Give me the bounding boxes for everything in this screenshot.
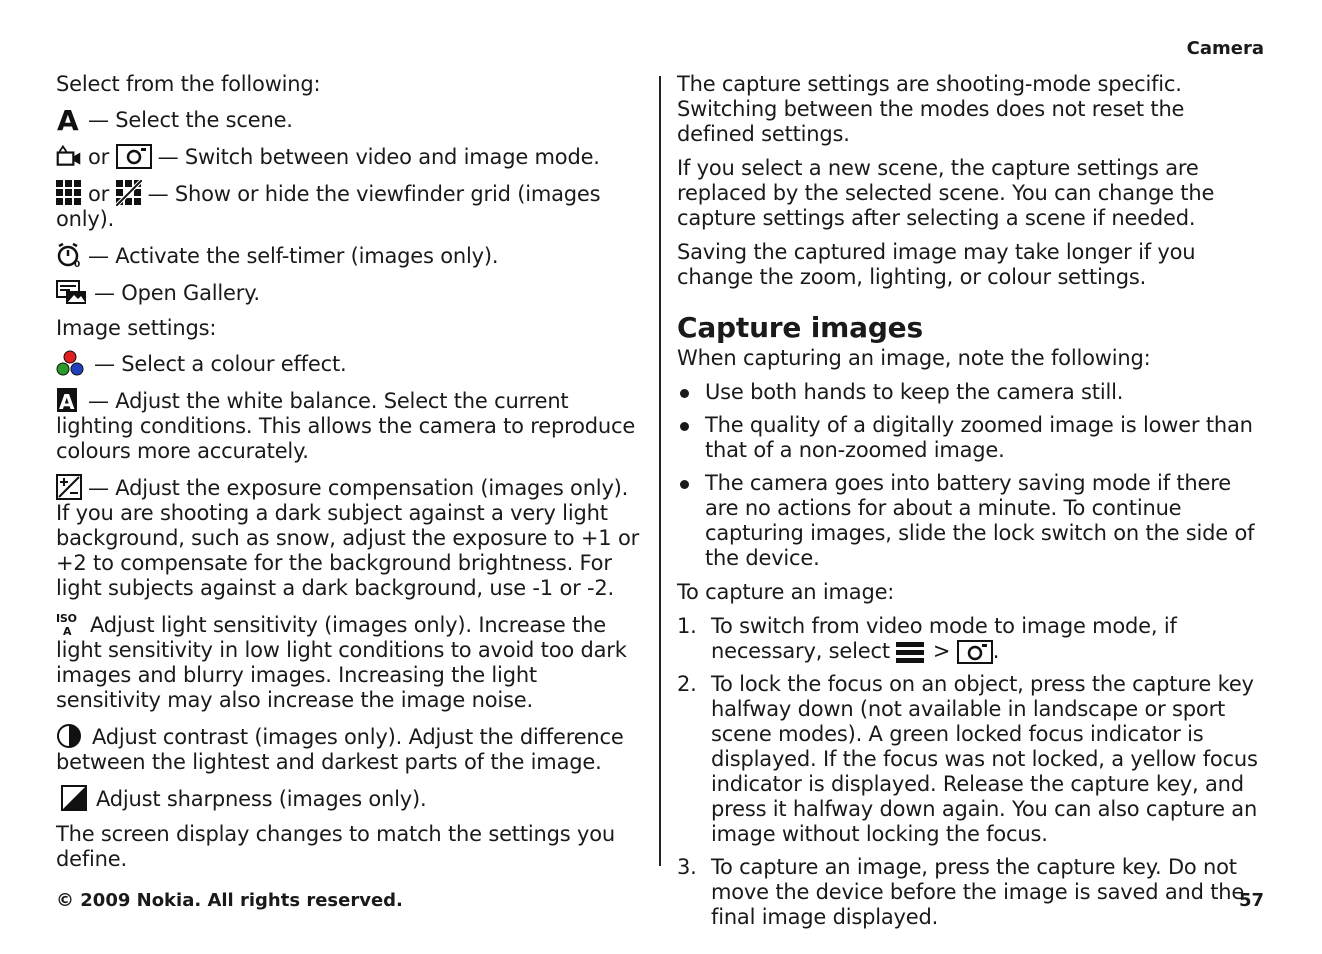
list-item: The quality of a digitally zoomed image is lower than that of a non-zoomed image. bbox=[677, 413, 1267, 463]
exposure-icon bbox=[56, 474, 82, 500]
item-text: Adjust sharpness (images only). bbox=[96, 787, 427, 811]
step-end: . bbox=[992, 639, 1000, 663]
sharpness-icon bbox=[56, 785, 90, 811]
step-text: To switch from video mode to image mode, if necessary, select bbox=[711, 614, 1177, 663]
intro-text: Select from the following: bbox=[56, 72, 321, 96]
iso-label-bottom: A bbox=[63, 625, 72, 637]
svg-text:0: 0 bbox=[74, 260, 81, 268]
copyright-footer: © 2009 Nokia. All rights reserved. bbox=[56, 890, 403, 911]
column-divider bbox=[659, 76, 661, 866]
video-mode-icon bbox=[56, 143, 82, 169]
svg-text:A: A bbox=[59, 390, 75, 413]
section-heading: Capture images bbox=[677, 311, 923, 344]
contrast-icon bbox=[56, 723, 86, 749]
step-number: 3. bbox=[677, 855, 697, 879]
step-item bbox=[677, 614, 1267, 664]
list-item bbox=[56, 143, 646, 170]
item-text: Adjust contrast (images only). Adjust the difference between the lightest and darkest parts of the image. bbox=[56, 725, 624, 774]
self-timer-icon bbox=[56, 242, 82, 268]
iso-label-top: ISO bbox=[56, 612, 77, 625]
section-header: Camera bbox=[1186, 38, 1264, 59]
page-number: 57 bbox=[1238, 890, 1264, 911]
scene-icon bbox=[56, 106, 82, 132]
list-item: The camera goes into battery saving mode if there are no actions for about a minute. To continue capturing images, slide the lock switch on the side of the device. bbox=[677, 471, 1267, 571]
svg-text:A: A bbox=[57, 106, 79, 132]
closing-text: The screen display changes to match the settings you define. bbox=[56, 822, 615, 871]
list-item bbox=[56, 785, 646, 812]
list-item bbox=[56, 350, 646, 377]
step-item bbox=[677, 672, 1267, 847]
or-text: or bbox=[88, 145, 110, 169]
item-text: — Adjust the exposure compensation (images only). If you are shooting a dark subject against a very light background, such as snow, adjust the exposure to +1 or +2 to compensate for the background brightness. For light subjects against a dark background, use -1 or -2. bbox=[56, 476, 640, 600]
item-text: — Show or hide the viewfinder grid (images only). bbox=[56, 182, 601, 231]
image-mode-icon bbox=[116, 143, 152, 169]
list-item bbox=[56, 723, 646, 775]
grid-off-icon bbox=[116, 180, 142, 206]
list-item bbox=[56, 474, 646, 601]
or-text: or bbox=[88, 182, 110, 206]
list-item bbox=[56, 387, 646, 464]
step-text: To capture an image, press the capture key. Do not move the device before the image is saved and the final image displayed. bbox=[711, 855, 1245, 929]
lead-text: When capturing an image, note the following: bbox=[677, 346, 1151, 370]
list-item bbox=[56, 242, 646, 269]
item-text: — Select the scene. bbox=[88, 108, 293, 132]
white-balance-icon bbox=[56, 387, 82, 413]
item-text: — Switch between video and image mode. bbox=[157, 145, 600, 169]
item-text: — Adjust the white balance. Select the current lighting conditions. This allows the camera to reproduce colours more accurately. bbox=[56, 389, 636, 463]
item-text: — Select a colour effect. bbox=[94, 352, 347, 376]
menu-icon bbox=[896, 640, 926, 664]
item-text: — Activate the self-timer (images only). bbox=[88, 244, 499, 268]
image-settings-label: Image settings: bbox=[56, 316, 217, 340]
step-number: 1. bbox=[677, 614, 697, 638]
list-item: Use both hands to keep the camera still. bbox=[677, 380, 1267, 405]
steps-lead: To capture an image: bbox=[677, 580, 895, 604]
item-text: Adjust light sensitivity (images only). Increase the light sensitivity in low light conditions to avoid too dark images and blurry images. Increasing the light sensitivity may also increase the image noise. bbox=[56, 613, 627, 712]
paragraph: Saving the captured image may take longer if you change the zoom, lighting, or colour settings. bbox=[677, 240, 1196, 289]
list-item bbox=[56, 106, 646, 133]
separator: > bbox=[932, 639, 951, 663]
colour-effect-icon bbox=[56, 350, 88, 376]
step-item bbox=[677, 855, 1267, 930]
list-item bbox=[56, 180, 646, 232]
list-item bbox=[56, 279, 646, 306]
grid-icon bbox=[56, 180, 82, 206]
steps-list bbox=[677, 614, 1267, 930]
item-text: — Open Gallery. bbox=[94, 281, 260, 305]
gallery-icon bbox=[56, 279, 88, 305]
left-column bbox=[56, 72, 646, 881]
bullet-list bbox=[677, 380, 1267, 571]
image-mode-icon bbox=[957, 640, 993, 664]
paragraph: The capture settings are shooting-mode specific. Switching between the modes does not reset the defined settings. bbox=[677, 72, 1185, 146]
list-item bbox=[56, 611, 646, 713]
step-number: 2. bbox=[677, 672, 697, 696]
right-column bbox=[677, 72, 1267, 938]
paragraph: If you select a new scene, the capture settings are replaced by the selected scene. You can change the capture settings after selecting a scene if needed. bbox=[677, 156, 1215, 230]
step-text: To lock the focus on an object, press the capture key halfway down (not available in landscape or sport scene modes). A green locked focus indicator is displayed. If the focus was not locked, a yellow focus indicator is displayed. Release the capture key, and press it halfway down again. You can also capture an image without locking the focus. bbox=[711, 672, 1258, 846]
iso-icon bbox=[56, 611, 84, 637]
